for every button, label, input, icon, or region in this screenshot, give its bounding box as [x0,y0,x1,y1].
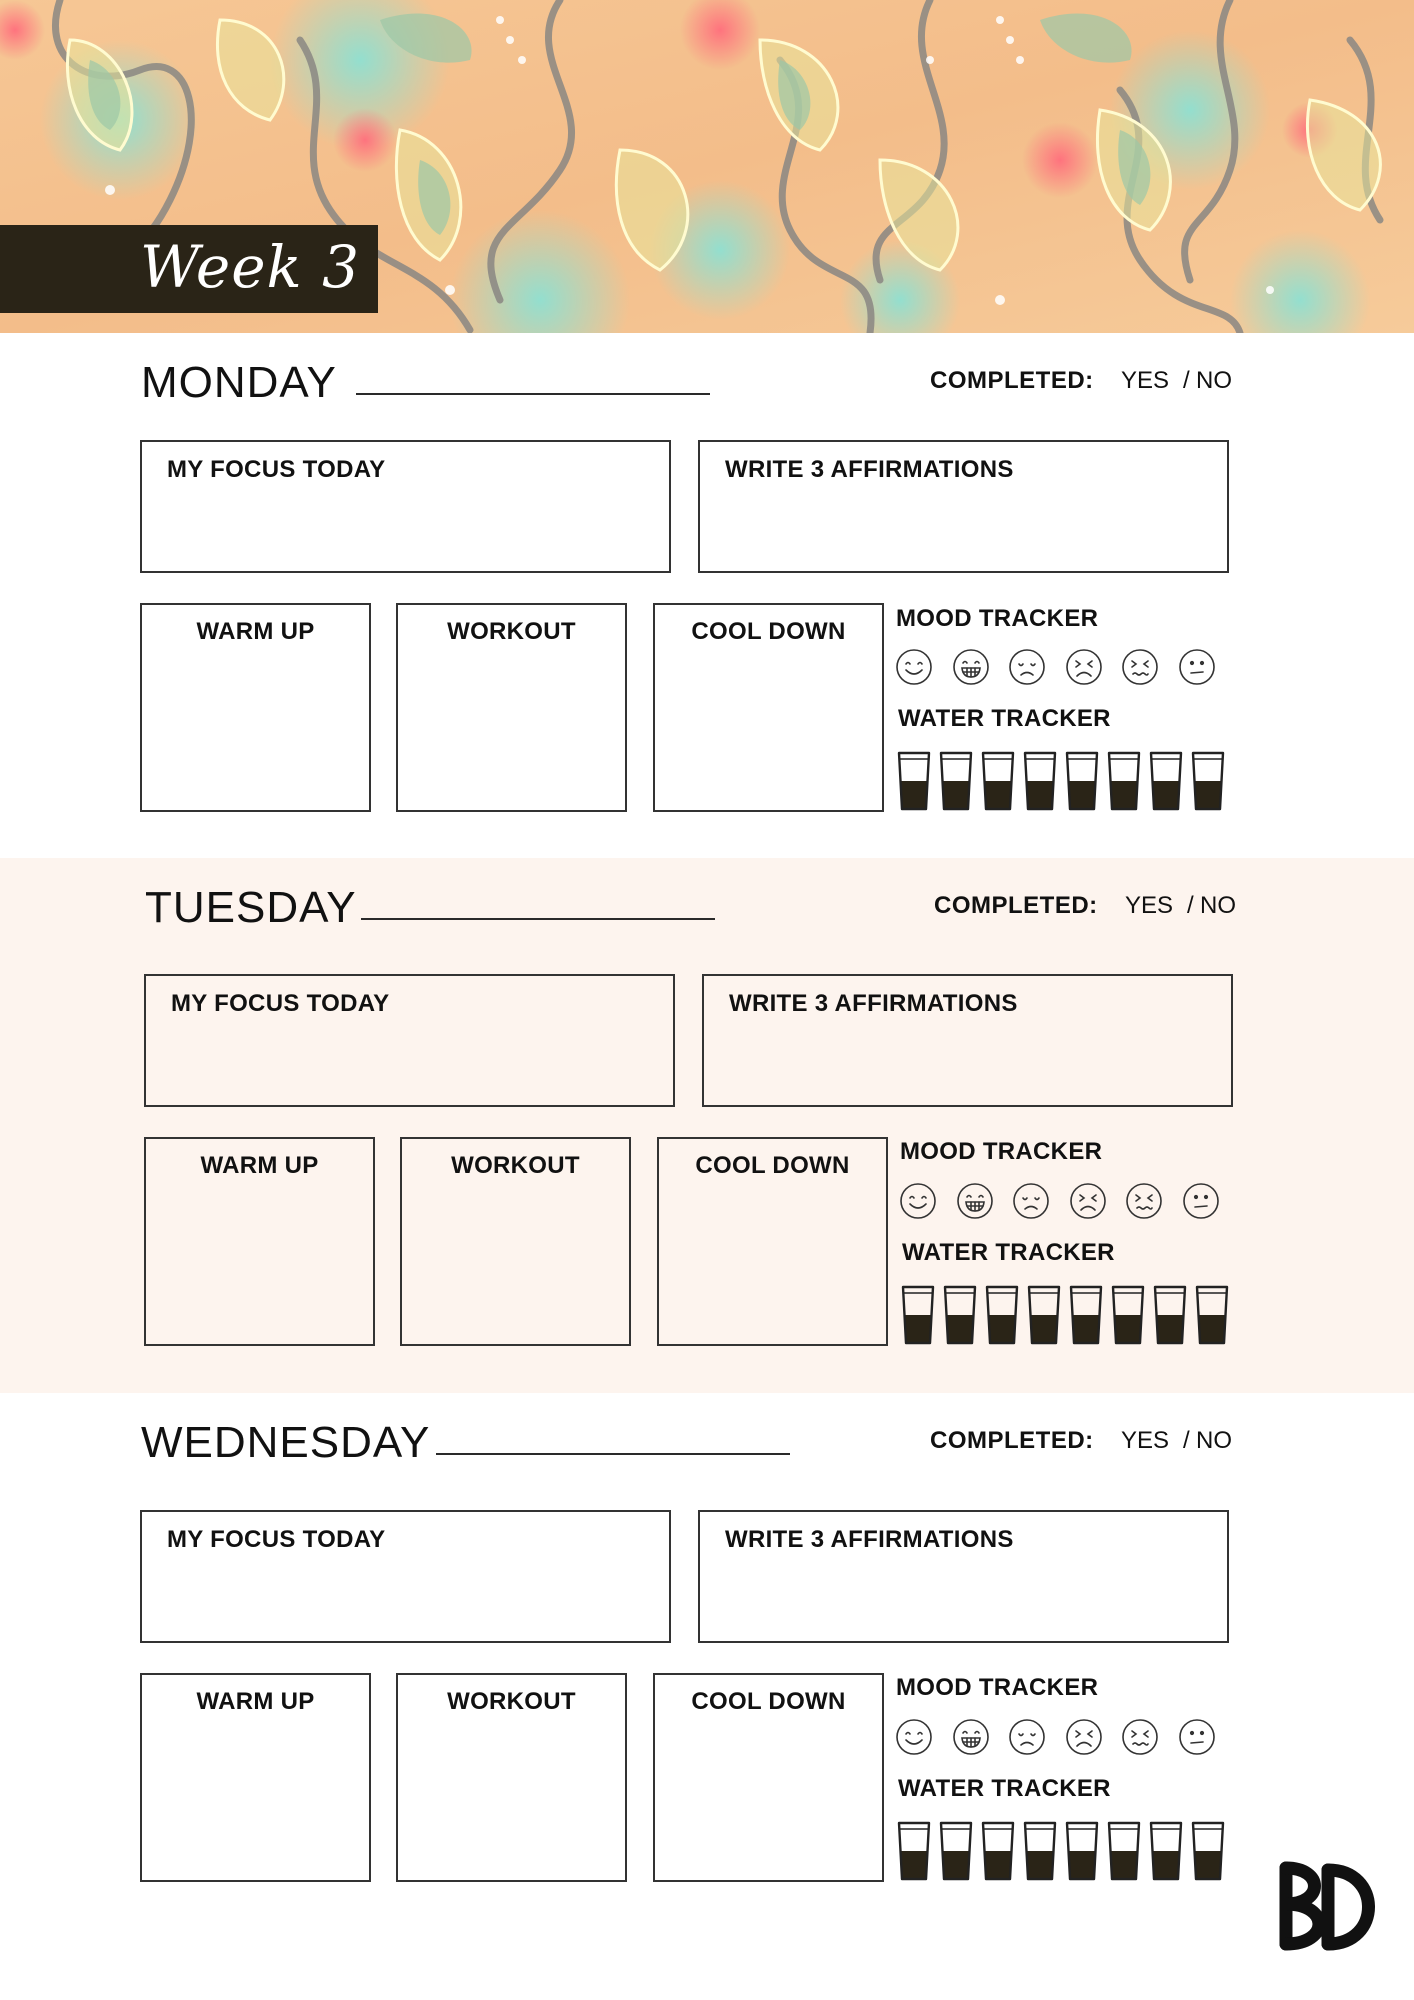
day-name: TUESDAY [145,883,357,932]
warm-up-box[interactable] [140,603,371,812]
smiling-face-icon[interactable] [899,1182,937,1220]
week-label: Week 3 [140,233,361,301]
affirmations-title: WRITE 3 AFFIRMATIONS [729,990,1018,1017]
affirmations-box[interactable] [698,440,1229,573]
water-tracker-title: WATER TRACKER [898,705,1111,732]
water-glass-icon[interactable] [1149,751,1183,811]
tired-face-icon[interactable] [1121,1718,1159,1756]
completed-no-option[interactable]: NO [1196,1427,1232,1454]
water-glass-icon[interactable] [1195,1285,1229,1345]
sad-face-icon[interactable] [1012,1182,1050,1220]
mood-tracker-title: MOOD TRACKER [896,1674,1099,1701]
grinning-face-icon[interactable] [956,1182,994,1220]
tired-face-icon[interactable] [1121,648,1159,686]
smiling-face-icon[interactable] [895,1718,933,1756]
header-banner [0,0,1414,333]
water-glass-icon[interactable] [1107,1821,1141,1881]
workout-title: WORKOUT [447,1688,576,1715]
workout-box[interactable] [396,603,627,812]
cool-down-title: COOL DOWN [691,1688,846,1715]
workout-box[interactable] [396,1673,627,1882]
warm-up-box[interactable] [140,1673,371,1882]
water-glass-icon[interactable] [1065,751,1099,811]
water-glass-icon[interactable] [1191,751,1225,811]
completed-status [930,1427,1232,1455]
water-glass-icon[interactable] [1153,1285,1187,1345]
neutral-face-icon[interactable] [1178,1718,1216,1756]
cool-down-box[interactable] [653,1673,884,1882]
completed-yes-option[interactable]: YES [1121,1427,1170,1454]
neutral-face-icon[interactable] [1182,1182,1220,1220]
water-glass-icon[interactable] [1065,1821,1099,1881]
cool-down-title: COOL DOWN [695,1152,850,1179]
water-tracker-title: WATER TRACKER [898,1775,1111,1802]
day-section-wednesday [0,1393,1414,1928]
warm-up-box[interactable] [144,1137,375,1346]
water-glass-icon[interactable] [1023,1821,1057,1881]
cool-down-box[interactable] [653,603,884,812]
completed-separator: / [1183,1427,1190,1454]
date-write-line[interactable] [361,918,715,920]
day-name: MONDAY [141,358,337,407]
cool-down-box[interactable] [657,1137,888,1346]
cool-down-title: COOL DOWN [691,618,846,645]
sad-face-icon[interactable] [1008,648,1046,686]
water-glass-icon[interactable] [939,1821,973,1881]
week-label-badge [0,225,378,313]
affirmations-box[interactable] [702,974,1233,1107]
water-glass-icon[interactable] [943,1285,977,1345]
completed-separator: / [1183,367,1190,394]
completed-status [930,367,1232,395]
neutral-face-icon[interactable] [1178,648,1216,686]
mood-tracker-title: MOOD TRACKER [896,605,1099,632]
completed-yes-option[interactable]: YES [1125,892,1174,919]
completed-label: COMPLETED: [930,367,1094,394]
day-name: WEDNESDAY [141,1418,431,1467]
water-glass-icon[interactable] [981,1821,1015,1881]
workout-box[interactable] [400,1137,631,1346]
completed-yes-option[interactable]: YES [1121,367,1170,394]
tired-face-icon[interactable] [1125,1182,1163,1220]
affirmations-title: WRITE 3 AFFIRMATIONS [725,456,1014,483]
completed-label: COMPLETED: [934,892,1098,919]
water-glass-icon[interactable] [1069,1285,1103,1345]
focus-today-title: MY FOCUS TODAY [167,456,386,483]
focus-today-box[interactable] [140,1510,671,1643]
sad-face-icon[interactable] [1008,1718,1046,1756]
water-glass-icon[interactable] [1027,1285,1061,1345]
water-glass-icon[interactable] [897,1821,931,1881]
grinning-face-icon[interactable] [952,648,990,686]
frustrated-face-icon[interactable] [1065,648,1103,686]
day-section-tuesday [0,858,1414,1393]
completed-no-option[interactable]: NO [1200,892,1236,919]
completed-no-option[interactable]: NO [1196,367,1232,394]
water-glass-icon[interactable] [1191,1821,1225,1881]
frustrated-face-icon[interactable] [1065,1718,1103,1756]
focus-today-box[interactable] [140,440,671,573]
water-glass-icon[interactable] [1107,751,1141,811]
water-glass-icon[interactable] [901,1285,935,1345]
workout-title: WORKOUT [451,1152,580,1179]
focus-today-title: MY FOCUS TODAY [167,1526,386,1553]
water-glass-icon[interactable] [981,751,1015,811]
date-write-line[interactable] [356,393,710,395]
focus-today-box[interactable] [144,974,675,1107]
date-write-line[interactable] [436,1453,790,1455]
brand-logo [1272,1860,1390,1952]
completed-label: COMPLETED: [930,1427,1094,1454]
affirmations-title: WRITE 3 AFFIRMATIONS [725,1526,1014,1553]
completed-separator: / [1187,892,1194,919]
affirmations-box[interactable] [698,1510,1229,1643]
workout-title: WORKOUT [447,618,576,645]
warm-up-title: WARM UP [196,618,315,645]
day-section-monday [0,333,1414,868]
water-glass-icon[interactable] [897,751,931,811]
frustrated-face-icon[interactable] [1069,1182,1107,1220]
water-glass-icon[interactable] [1111,1285,1145,1345]
grinning-face-icon[interactable] [952,1718,990,1756]
water-glass-icon[interactable] [985,1285,1019,1345]
water-tracker-title: WATER TRACKER [902,1239,1115,1266]
water-glass-icon[interactable] [1023,751,1057,811]
water-glass-icon[interactable] [939,751,973,811]
focus-today-title: MY FOCUS TODAY [171,990,390,1017]
water-glass-icon[interactable] [1149,1821,1183,1881]
mood-tracker-title: MOOD TRACKER [900,1138,1103,1165]
completed-status [934,892,1236,920]
warm-up-title: WARM UP [200,1152,319,1179]
smiling-face-icon[interactable] [895,648,933,686]
warm-up-title: WARM UP [196,1688,315,1715]
